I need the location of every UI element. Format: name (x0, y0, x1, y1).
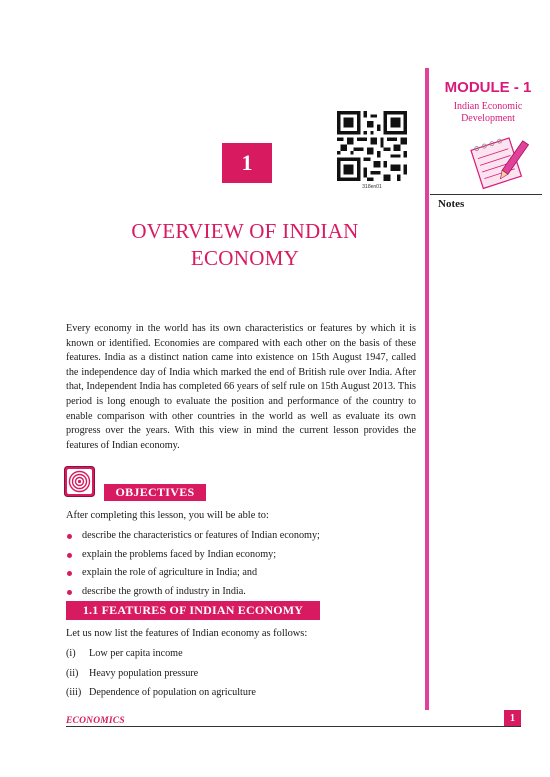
intro-paragraph: Every economy in the world has its own characteristics or features by which it is known or identified. Economies are compared with each other on the basis of these features. India as a distinct nation came into existence on 15th August 1947, called the independence day of India which marked the end of British rule over India. After that, Independent India has completed 66 years of self rule on 15th August 2013. This period is long enough to evaluate the position and performance of the country to enable comparison with other countries in the world as well as evaluate its own progress over the years. With this view in mind the current lesson provides the features of Indian economy. (66, 323, 416, 451)
module-subtitle-line1: Indian Economic (453, 101, 523, 112)
list-item (66, 668, 256, 688)
bullet-icon (67, 571, 72, 576)
bullet-icon (67, 534, 72, 539)
objectives-intro: After completing this lesson, you will be able to: (66, 510, 269, 521)
module-subtitle (432, 101, 544, 125)
item-number: (ii) (66, 667, 79, 679)
chapter-title (95, 218, 395, 272)
module-subtitle-line2: Development (461, 113, 515, 124)
notes-divider (430, 194, 542, 195)
item-text: Dependence of population on agriculture (89, 687, 256, 698)
footer-subject: ECONOMICS (66, 716, 125, 726)
chapter-title-line1: OVERVIEW OF INDIAN (131, 219, 359, 243)
footer-rule (66, 726, 521, 727)
item-number: (iii) (66, 687, 82, 698)
features-list (66, 648, 256, 707)
objectives-list (66, 530, 421, 604)
qr-code-label: 318en01 (362, 184, 382, 190)
page-number: 1 (504, 710, 521, 726)
objectives-banner: OBJECTIVES (104, 484, 206, 501)
list-item: describe the growth of industry in India. (66, 586, 421, 605)
list-item (66, 687, 256, 707)
item-text: Heavy population pressure (89, 667, 199, 679)
item-text: Low per capita income (89, 648, 183, 659)
bullet-icon (67, 553, 72, 558)
chapter-number: 1 (222, 143, 272, 183)
chapter-title-line2: ECONOMY (190, 246, 300, 270)
bullet-icon (67, 590, 72, 595)
notes-label: Notes (438, 198, 465, 210)
item-number: (i) (66, 648, 76, 659)
list-item (66, 648, 256, 668)
list-item: explain the problems faced by Indian economy; (66, 549, 421, 568)
list-item: describe the characteristics or features of Indian economy; (66, 530, 421, 549)
section-heading: 1.1 FEATURES OF INDIAN ECONOMY (66, 601, 320, 620)
notebook-pencil-icon (466, 130, 534, 190)
list-item: explain the role of agriculture in India; and (66, 567, 421, 586)
margin-rule (425, 68, 429, 710)
module-title: MODULE - 1 (444, 79, 532, 96)
qr-code-icon (337, 111, 407, 181)
section-intro: Let us now list the features of Indian economy as follows: (66, 628, 308, 639)
target-icon (64, 466, 95, 497)
